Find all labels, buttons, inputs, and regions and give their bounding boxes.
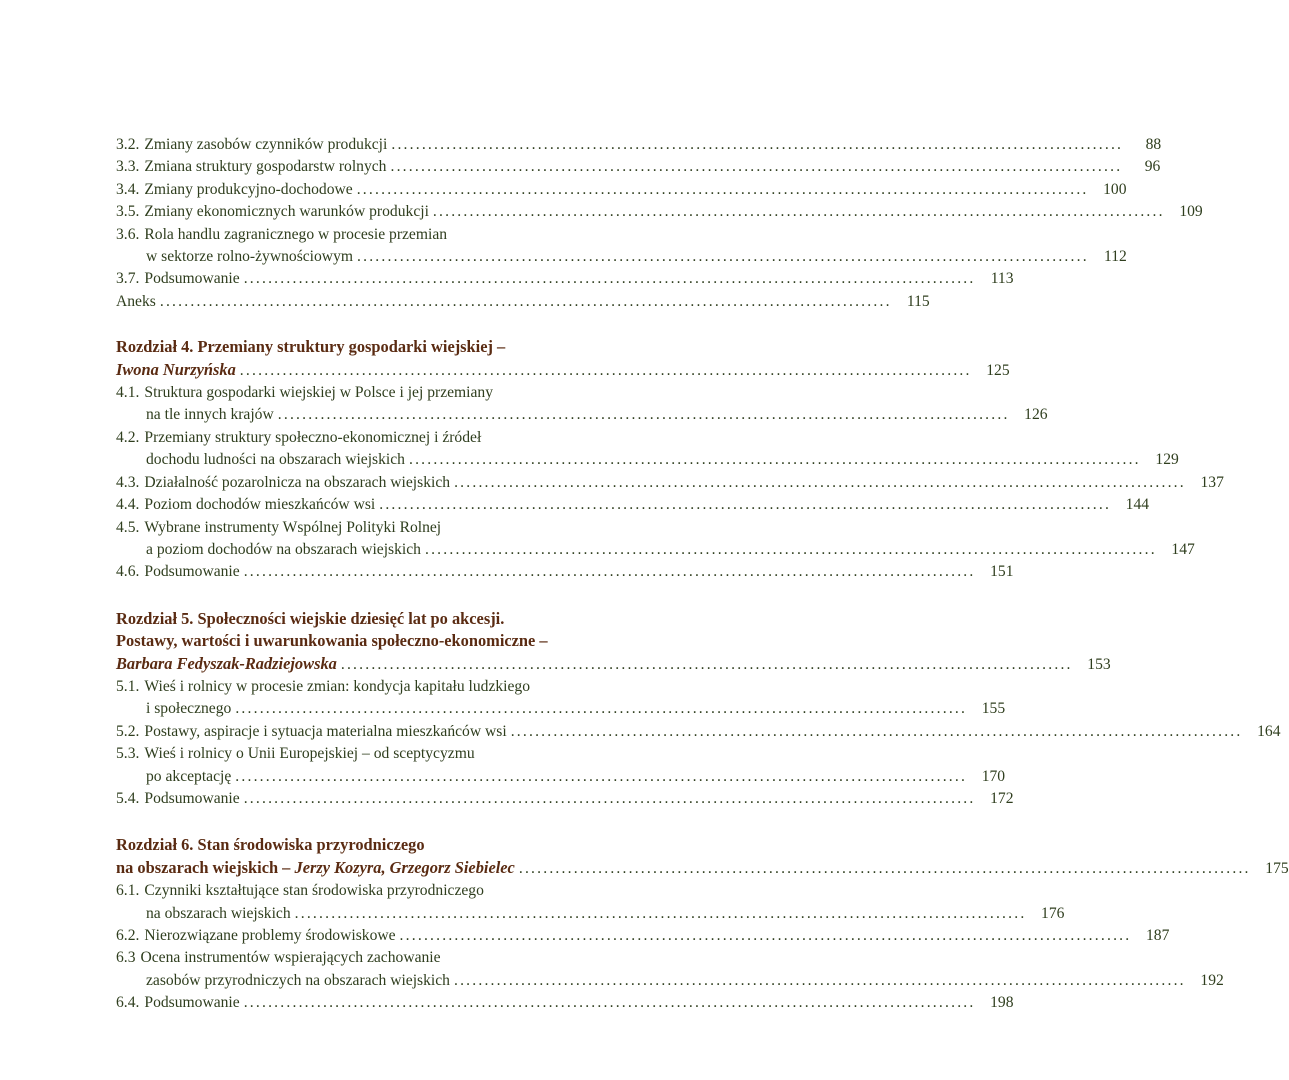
page-number: 164 — [1257, 722, 1281, 740]
chapter-heading-author[interactable] — [116, 359, 1010, 382]
dot-leader: ........................................................................................................................ — [277, 406, 1010, 424]
dot-leader: ........................................................................................................................ — [454, 473, 1186, 491]
dot-leader: ........................................................................................................................ — [294, 904, 1027, 922]
dot-leader: ........................................................................................................................ — [453, 971, 1186, 989]
section-title: i społecznego — [146, 700, 232, 718]
chapter-title: Rozdział 4. Przemiany struktury gospodarki wiejskiej – — [116, 337, 506, 357]
section-number: 6.2. — [116, 927, 140, 944]
section-number: 4.3. — [116, 473, 140, 491]
section-title: Wieś i rolnicy w procesie zmian: kondycja kapitału ludzkiego — [144, 677, 531, 695]
section-title: Podsumowanie — [144, 994, 240, 1012]
section-number: 6.3 — [116, 949, 136, 967]
page-number: 170 — [981, 767, 1006, 785]
dot-leader: ........................................................................................................................ — [432, 203, 1165, 221]
toc-entry-continuation[interactable] — [116, 246, 1127, 268]
toc-entry-continuation[interactable] — [116, 970, 1224, 992]
section-title: Podsumowanie — [144, 789, 240, 807]
dot-leader: ........................................................................................................................ — [243, 270, 976, 288]
section-title: po akceptację — [146, 767, 232, 785]
page-number: 198 — [990, 994, 1014, 1012]
section-title: Wybrane instrumenty Wspólnej Polityki Rolnej — [144, 518, 442, 536]
toc-entry[interactable] — [116, 721, 1281, 743]
toc-entry[interactable] — [116, 992, 1014, 1014]
page-number: 172 — [990, 789, 1014, 807]
page-number: 88 — [1145, 136, 1162, 153]
toc-entry[interactable] — [116, 517, 668, 539]
dot-leader: ........................................................................................................................ — [243, 563, 976, 581]
table-of-contents — [116, 134, 1289, 1015]
toc-entry[interactable] — [116, 224, 668, 246]
toc-entry[interactable] — [116, 947, 668, 969]
section-title: Przemiany struktury społeczno-ekonomicznej i źródeł — [144, 428, 482, 446]
section-title: zasobów przyrodniczych na obszarach wiejskich — [146, 971, 450, 989]
section-title: Ocena instrumentów wspierających zachowanie — [140, 949, 441, 967]
dot-leader: ........................................................................................................................ — [424, 540, 1157, 558]
chapter-heading-author[interactable] — [116, 653, 1111, 676]
toc-entry[interactable] — [116, 268, 1014, 290]
section-number: 5.3. — [116, 745, 140, 763]
chapter-author: Jerzy Kozyra, Grzegorz Siebielec — [294, 857, 515, 877]
section-title: Zmiany ekonomicznych warunków produkcji — [144, 203, 429, 221]
section-title: Podsumowanie — [144, 270, 240, 288]
page-number: 187 — [1145, 927, 1170, 944]
toc-entry[interactable] — [116, 925, 1170, 947]
section-number: 3.2. — [116, 136, 140, 153]
section-number: 5.1. — [116, 677, 140, 695]
dot-leader: ........................................................................................................................ — [235, 700, 968, 718]
section-number: 6.1. — [116, 882, 140, 900]
section-title: Działalność pozarolnicza na obszarach wiejskich — [144, 473, 451, 491]
toc-entry[interactable] — [116, 156, 1161, 178]
page-number: 125 — [986, 361, 1010, 379]
section-number: 4.2. — [116, 428, 140, 446]
page-number: 113 — [990, 270, 1014, 288]
page-number: 109 — [1179, 203, 1203, 221]
page-number: 112 — [1104, 248, 1127, 266]
chapter-title: na obszarach wiejskich – — [116, 857, 291, 877]
dot-leader: ........................................................................................................................ — [357, 248, 1089, 266]
page-number: 192 — [1200, 971, 1224, 989]
section-title: Wieś i rolnicy o Unii Europejskiej – od sceptycyzmu — [144, 745, 475, 763]
page-number: 100 — [1103, 180, 1127, 198]
section-title: Podsumowanie — [144, 563, 240, 581]
toc-entry[interactable] — [116, 494, 1150, 516]
toc-entry-continuation[interactable] — [116, 903, 1065, 925]
dot-leader: ........................................................................................................................ — [239, 361, 972, 379]
section-title: Rola handlu zagranicznego w procesie przemian — [144, 225, 448, 243]
page-number: 147 — [1171, 540, 1195, 558]
toc-entry[interactable] — [116, 880, 668, 902]
chapter-heading[interactable] — [116, 608, 668, 630]
section-number: 4.1. — [116, 384, 140, 402]
section-title: Struktura gospodarki wiejskiej w Polsce i jej przemiany — [144, 384, 494, 402]
toc-entry[interactable] — [116, 561, 1014, 583]
page-number: 96 — [1144, 158, 1161, 176]
section-title: a poziom dochodów na obszarach wiejskich — [146, 540, 421, 558]
dot-leader: ........................................................................................................................ — [379, 496, 1112, 514]
toc-entry-continuation[interactable] — [116, 698, 1006, 720]
chapter-heading[interactable] — [116, 336, 668, 358]
toc-entry-continuation[interactable] — [116, 766, 1006, 788]
toc-entry-continuation[interactable] — [116, 449, 1179, 471]
section-title: Postawy, aspiracje i sytuacja materialna mieszkańców wsi — [144, 722, 507, 740]
section-number: 4.5. — [116, 518, 140, 536]
page-number: 126 — [1024, 406, 1048, 424]
section-title: w sektorze rolno-żywnościowym — [146, 248, 353, 266]
dot-leader: ........................................................................................................................ — [356, 180, 1089, 198]
toc-entry[interactable] — [116, 788, 1014, 810]
section-number: 4.4. — [116, 496, 140, 514]
section-number: 3.6. — [116, 225, 140, 243]
section-title: na tle innych krajów — [146, 406, 274, 424]
page-number: 153 — [1087, 655, 1111, 673]
dot-leader: ........................................................................................................................ — [399, 927, 1132, 944]
page-number: 144 — [1125, 496, 1150, 514]
chapter-title: Postawy, wartości i uwarunkowania społeczno-ekonomiczne – — [116, 631, 548, 651]
dot-leader: ........................................................................................................................ — [159, 292, 892, 310]
section-number: 6.4. — [116, 994, 140, 1012]
section-title: na obszarach wiejskich — [146, 904, 291, 922]
toc-entry[interactable] — [116, 179, 1127, 201]
dot-leader: ........................................................................................................................ — [390, 158, 1123, 176]
dot-leader: ........................................................................................................................ — [510, 722, 1243, 740]
page-number: 175 — [1265, 859, 1289, 877]
section-number: 4.6. — [116, 563, 140, 581]
toc-entry-continuation[interactable] — [116, 404, 1048, 426]
dot-leader: ........................................................................................................................ — [340, 655, 1073, 673]
chapter-title: Rozdział 5. Społeczności wiejskie dziesięć lat po akcesji. — [116, 608, 505, 628]
section-number: 3.4. — [116, 180, 140, 198]
section-title: Zmiana struktury gospodarstw rolnych — [144, 158, 387, 176]
toc-entry-continuation[interactable] — [116, 539, 1195, 561]
toc-entry[interactable] — [116, 472, 1224, 494]
dot-leader: ........................................................................................................................ — [408, 451, 1141, 469]
dot-leader: ........................................................................................................................ — [391, 136, 1124, 153]
section-number: 5.2. — [116, 722, 140, 740]
section-number: 3.5. — [116, 203, 140, 221]
page-number: 151 — [990, 563, 1014, 581]
page-number: 155 — [981, 700, 1006, 718]
chapter-title: Rozdział 6. Stan środowiska przyrodniczego — [116, 835, 425, 855]
chapter-author: Iwona Nurzyńska — [116, 359, 236, 379]
toc-entry[interactable] — [116, 134, 1162, 156]
dot-leader: ........................................................................................................................ — [518, 859, 1251, 877]
toc-entry[interactable] — [116, 291, 930, 313]
toc-entry[interactable] — [116, 427, 668, 449]
section-number: 3.3. — [116, 158, 140, 176]
toc-entry[interactable] — [116, 743, 668, 765]
chapter-heading[interactable] — [116, 834, 668, 856]
page-number: 176 — [1041, 904, 1065, 922]
chapter-heading[interactable] — [116, 630, 668, 652]
page-number: 137 — [1200, 473, 1224, 491]
page-number: 115 — [906, 292, 930, 310]
section-number: 3.7. — [116, 270, 140, 288]
section-title: dochodu ludności na obszarach wiejskich — [146, 451, 405, 469]
section-title: Nierozwiązane problemy środowiskowe — [144, 927, 396, 944]
toc-entry[interactable] — [116, 201, 1203, 223]
toc-entry[interactable] — [116, 382, 668, 404]
dot-leader: ........................................................................................................................ — [235, 767, 968, 785]
toc-entry[interactable] — [116, 676, 668, 698]
section-title: Czynniki kształtujące stan środowiska przyrodniczego — [144, 882, 484, 900]
section-title: Poziom dochodów mieszkańców wsi — [144, 496, 376, 514]
page-number: 129 — [1155, 451, 1179, 469]
section-title: Zmiany produkcyjno-dochodowe — [144, 180, 353, 198]
section-title: Aneks — [116, 292, 156, 310]
section-number: 5.4. — [116, 789, 140, 807]
dot-leader: ........................................................................................................................ — [243, 994, 976, 1012]
chapter-heading-author[interactable] — [116, 857, 1289, 880]
section-title: Zmiany zasobów czynników produkcji — [144, 136, 388, 153]
dot-leader: ........................................................................................................................ — [243, 789, 976, 807]
chapter-author: Barbara Fedyszak-Radziejowska — [116, 653, 337, 673]
